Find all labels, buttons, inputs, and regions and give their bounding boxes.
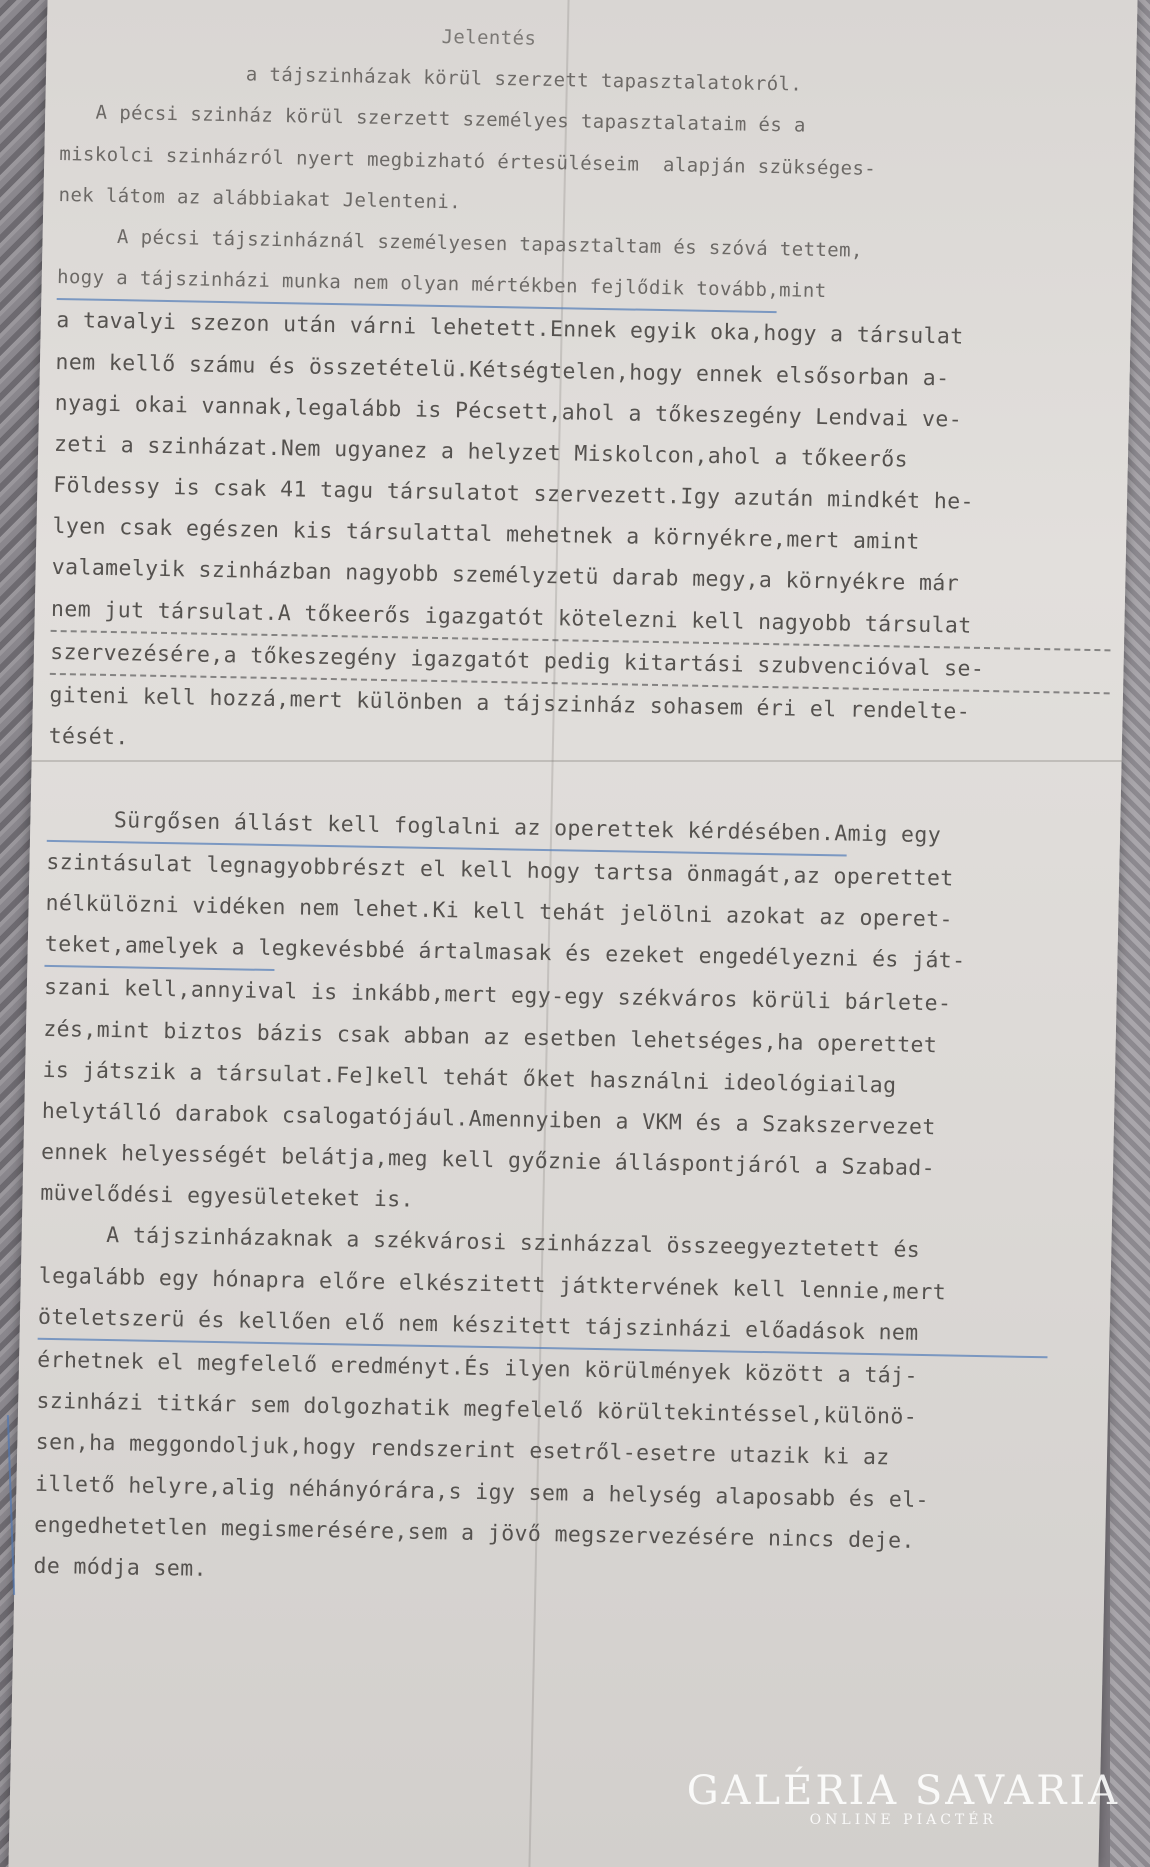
text-line: nyagi okai vannak,legalább is Pécsett,ahol a tőkeszegény Lendvai ve- [54,390,963,433]
document-subtitle: a tájszinházak körül szerzett tapasztalatokról. [245,63,803,96]
text-line: szani kell,annyival is inkább,mert egy-egy székváros körüli bárlete- [43,975,952,1017]
text-line: Földessy is csak 41 tagu társulatot szervezett.Igy azután mindkét he- [53,472,975,515]
text-line: szinházi titkár sem dolgozhatik megfelelő körültekintéssel,különö- [36,1388,918,1431]
text-line-underlined: hogy a tájszinházi munka nem olyan mértékben fejlődik tovább,mint [57,257,778,313]
text-line-underlined: szervezésére,a tőkeszegény igazgatót pedig kitartási szubvencióval se- [50,632,1111,695]
watermark-name: GALÉRIA SAVARIA [686,1768,1120,1814]
text-line: valamelyik szinházban nagyobb személyzetü darab megy,a környékre már [51,555,960,597]
text-line: sen,ha meggondoljuk,hogy rendszerint esetről-esetre utazik ki az [35,1430,890,1471]
text-line: giteni kell hozzá,mert különben a tájszinház sohasem éri el rendelte- [49,682,971,725]
text-line: is játszik a társulat.Fe]kell tehát őket használni ideológiailag [42,1057,897,1099]
text-line-underlined: nem jut társulat.A tőkeerős igazgatót kötelezni kell nagyobb társulat [51,589,1112,652]
text-line: helytálló darabok csalogatójául.Amennyiben a VKM és a Szakszervezet [41,1098,936,1141]
text-line: lyen csak egészen kis társulattal mehetnek a környékre,mert amint [52,514,920,556]
text-line: érhetnek el megfelelő eredményt.És ilyen körülmények között a táj- [37,1347,919,1389]
text-line: illető helyre,alig néhányórára,s igy sem a helység alaposabb és el- [34,1471,930,1513]
text-line: zés,mint biztos bázis csak abban az esetben lehetséges,ha operettet [43,1016,938,1058]
text-line: A pécsi tájszinháznál személyesen tapasztaltam és szóvá tettem, [57,224,863,262]
text-line: nélkülözni vidéken nem lehet.Ki kell tehát jelölni azokat az operet- [45,890,954,933]
watermark-logo [687,1768,1120,1828]
text-line-underlined: Sürgősen állást kell foglalni az operettek kérdésében.Amig egy [47,798,848,856]
text-line: engedhetetlen megismerésére,sem a jövő megszervezésére nincs deje. [34,1512,916,1554]
text-line: legalább egy hónapra előre elkészitett játktervének kell lennie,mert [38,1263,947,1306]
text-line: nek látom az alábbiakat Jelenteni. [58,183,462,214]
watermark-tagline: ONLINE PIACTÉR [809,1812,998,1828]
text-line-underlined: teket,amelyek a legkevésbbé ártalmasak és ezeket engedélyezni és ját- [44,924,275,971]
text-line: zeti a szinházat.Nem ugyanez a helyzet Miskolcon,ahol a tőkeerős [53,431,909,473]
text-line: szintásulat legnagyobbrészt el kell hogy tartsa önmagát,az operettet [46,849,954,892]
document-title: Jelentés [441,25,537,50]
text-line: miskolci szinházról nyert megbizható értesüléseim alapján szükséges- [59,142,877,180]
typed-report [33,10,1122,1606]
text-line: müvelődési egyesületeket is. [40,1181,415,1213]
text-line: de módja sem. [33,1553,208,1582]
text-line: nem kellő számu és összetételü.Kétségtelen,hogy ennek elsősorban a- [55,349,950,391]
text-line: a tavalyi szezon után várni lehetett.Ennek egyik oka,hogy a társulat [56,308,964,350]
text-line: A pécsi szinház körül szerzett személyes tapasztalataim és a [59,101,807,138]
text-line: A tájszinházaknak a székvárosi szinházzal összeegyeztetett és [39,1222,921,1264]
text-line: ennek helyességét belátja,meg kell győznie álláspontjáról a Szabad- [40,1139,936,1182]
text-line: tését. [48,724,129,751]
text-line-underlined: öteletszerü és kellően elő nem készitett tájszinházi előadások nem [38,1297,1049,1359]
